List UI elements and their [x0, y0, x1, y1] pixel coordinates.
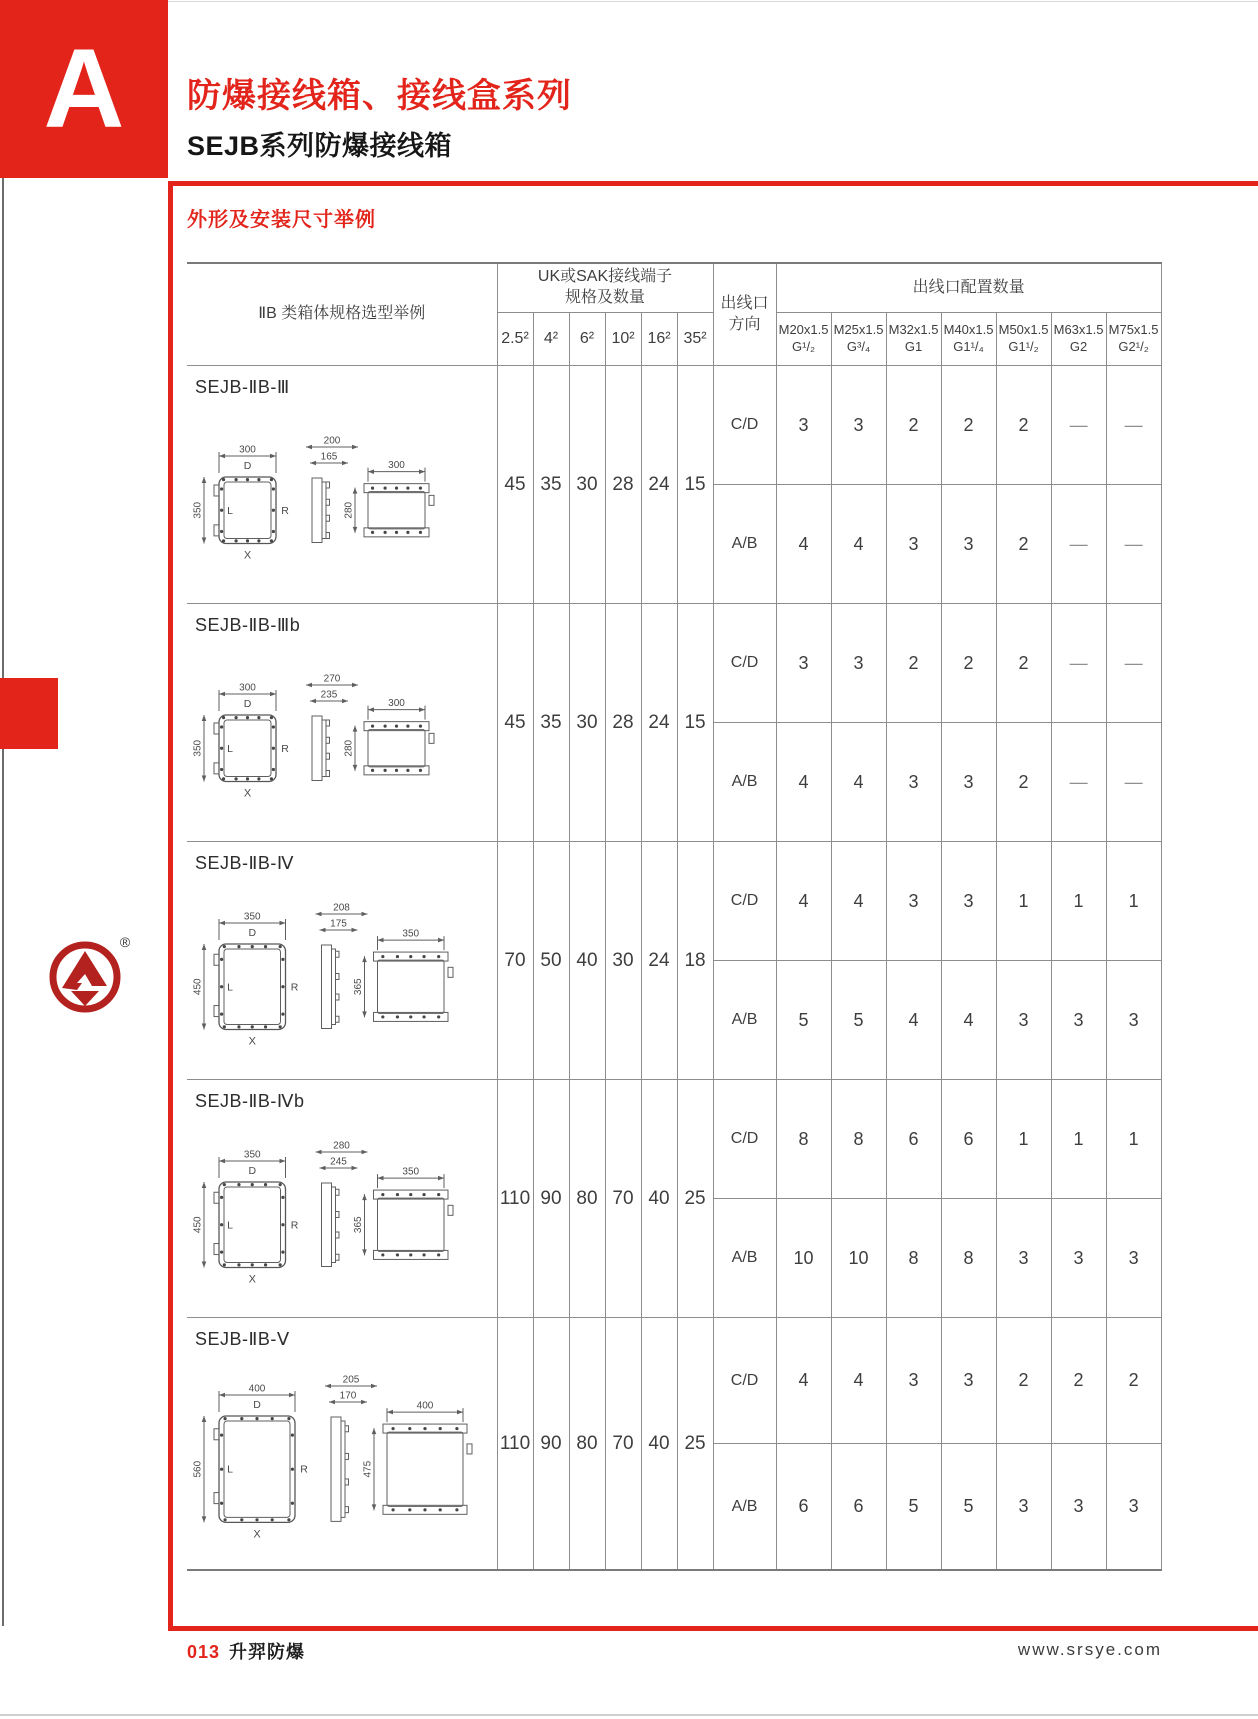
- config-count-cell: 3: [1106, 1199, 1161, 1318]
- svg-text:560: 560: [192, 1460, 204, 1478]
- terminal-count-cell: 45: [497, 366, 533, 604]
- svg-text:300: 300: [239, 682, 256, 694]
- outlet-dir-line1: 出线口: [720, 294, 769, 312]
- column-header-terminal-size: 4²: [533, 313, 569, 366]
- config-count-cell: 8: [941, 1199, 996, 1318]
- config-count-cell: 10: [776, 1199, 831, 1318]
- column-header-thread: M63x1.5 G2: [1051, 313, 1106, 366]
- config-count-cell: 8: [776, 1080, 831, 1199]
- svg-text:200: 200: [323, 435, 341, 447]
- config-count-cell: 4: [831, 485, 886, 604]
- footer: [187, 1638, 305, 1664]
- svg-text:400: 400: [248, 1383, 266, 1395]
- model-cell: [187, 604, 497, 842]
- svg-text:280: 280: [343, 739, 355, 757]
- config-count-cell: 5: [831, 961, 886, 1080]
- terminal-count-cell: 24: [641, 842, 677, 1080]
- config-count-cell: 2: [996, 1318, 1051, 1444]
- config-count-cell: 1: [1051, 1080, 1106, 1199]
- outlet-direction-cell: C/D: [713, 842, 776, 961]
- svg-text:X: X: [253, 1528, 261, 1541]
- config-count-cell: 3: [941, 1318, 996, 1444]
- terminal-count-cell: 90: [533, 1080, 569, 1318]
- column-group-config: 出线口配置数量: [776, 263, 1161, 313]
- terminal-count-cell: 70: [605, 1080, 641, 1318]
- terminal-count-cell: 40: [641, 1318, 677, 1571]
- svg-text:X: X: [248, 1035, 256, 1047]
- svg-text:R: R: [281, 504, 289, 517]
- terminal-count-cell: 25: [677, 1318, 713, 1571]
- column-header-terminal-size: 6²: [569, 313, 605, 366]
- terminal-count-cell: 110: [497, 1080, 533, 1318]
- config-count-cell: 6: [776, 1444, 831, 1571]
- terminal-count-cell: 80: [569, 1080, 605, 1318]
- config-count-cell: 1: [996, 1080, 1051, 1199]
- config-count-cell: 3: [886, 723, 941, 842]
- config-count-cell: 3: [886, 485, 941, 604]
- config-count-cell: —: [1051, 366, 1106, 485]
- column-header-thread: M75x1.5 G2¹/₂: [1106, 313, 1161, 366]
- outlet-direction-cell: A/B: [713, 1199, 776, 1318]
- config-count-cell: 1: [1106, 842, 1161, 961]
- svg-text:L: L: [227, 980, 233, 993]
- config-count-cell: 3: [941, 842, 996, 961]
- terminal-count-cell: 15: [677, 366, 713, 604]
- outlet-direction-cell: A/B: [713, 961, 776, 1080]
- svg-text:350: 350: [402, 1166, 420, 1178]
- svg-text:270: 270: [323, 673, 341, 685]
- footer-page-number: 013: [187, 1642, 221, 1662]
- outlet-direction-cell: A/B: [713, 1444, 776, 1571]
- config-count-cell: 4: [831, 1318, 886, 1444]
- svg-text:R: R: [300, 1463, 308, 1476]
- spec-table-body: [187, 366, 1161, 1571]
- outlet-direction-cell: C/D: [713, 1080, 776, 1199]
- technical-drawing: [189, 636, 497, 841]
- red-accent-square: [0, 678, 58, 749]
- config-count-cell: 2: [1051, 1318, 1106, 1444]
- terminal-count-cell: 24: [641, 604, 677, 842]
- terminal-group-line2: 规格及数量: [565, 289, 646, 306]
- page-left-edge: [2, 178, 4, 1626]
- config-count-cell: 2: [996, 366, 1051, 485]
- terminal-count-cell: 30: [569, 604, 605, 842]
- column-header-box-type: ⅡB 类箱体规格选型举例: [187, 263, 497, 366]
- section-heading: 外形及安装尺寸举例: [187, 209, 376, 231]
- outlet-dir-line2: 方向: [728, 315, 761, 333]
- config-count-cell: 3: [886, 842, 941, 961]
- footer-url: www.srsye.com: [1017, 1640, 1162, 1659]
- config-count-cell: 3: [776, 604, 831, 723]
- terminal-count-cell: 110: [497, 1318, 533, 1571]
- page-title: 防爆接线箱、接线盒系列: [187, 77, 572, 115]
- config-count-cell: 2: [886, 366, 941, 485]
- terminal-count-cell: 25: [677, 1080, 713, 1318]
- terminal-count-cell: 90: [533, 1318, 569, 1571]
- svg-text:L: L: [227, 504, 233, 517]
- svg-text:300: 300: [388, 460, 405, 472]
- svg-text:175: 175: [330, 918, 347, 929]
- column-header-terminal-size: 2.5²: [497, 313, 533, 366]
- config-count-cell: 1: [996, 842, 1051, 961]
- svg-text:475: 475: [362, 1460, 374, 1478]
- terminal-count-cell: 40: [641, 1080, 677, 1318]
- terminal-count-cell: 70: [605, 1318, 641, 1571]
- svg-text:350: 350: [192, 739, 204, 757]
- config-count-cell: 3: [1106, 961, 1161, 1080]
- terminal-count-cell: 30: [569, 366, 605, 604]
- svg-text:D: D: [253, 1399, 261, 1411]
- config-count-cell: 4: [776, 723, 831, 842]
- model-cell: [187, 366, 497, 604]
- column-header-thread: M32x1.5 G1: [886, 313, 941, 366]
- model-name: SEJB-ⅡB-Ⅲ: [195, 377, 290, 397]
- column-header-terminal-size: 10²: [605, 313, 641, 366]
- model-name: SEJB-ⅡB-Ⅳ: [195, 853, 294, 873]
- outlet-direction-cell: C/D: [713, 366, 776, 485]
- config-count-cell: 3: [1051, 1444, 1106, 1571]
- terminal-count-cell: 28: [605, 604, 641, 842]
- svg-text:L: L: [227, 742, 233, 755]
- technical-drawing: [189, 1350, 497, 1569]
- model-cell: [187, 1318, 497, 1571]
- config-count-cell: 3: [831, 604, 886, 723]
- svg-text:D: D: [243, 460, 252, 472]
- terminal-group-line1: UK或SAK接线端子: [537, 268, 673, 286]
- config-count-cell: 3: [996, 1199, 1051, 1318]
- terminal-count-cell: 50: [533, 842, 569, 1080]
- company-logo: [44, 930, 140, 1022]
- config-count-cell: 1: [1051, 842, 1106, 961]
- config-count-cell: —: [1106, 366, 1161, 485]
- column-header-thread: M25x1.5 G³/₄: [831, 313, 886, 366]
- model-name: SEJB-ⅡB-Ⅲb: [195, 615, 301, 635]
- outlet-direction-cell: A/B: [713, 485, 776, 604]
- section-letter-badge: A: [0, 0, 168, 178]
- column-header-terminal-size: 35²: [677, 313, 713, 366]
- technical-drawing: [189, 1112, 497, 1317]
- config-count-cell: 5: [886, 1444, 941, 1571]
- svg-text:X: X: [243, 549, 252, 562]
- svg-text:300: 300: [239, 444, 256, 456]
- model-cell: [187, 1080, 497, 1318]
- terminal-count-cell: 45: [497, 604, 533, 842]
- config-count-cell: 4: [776, 485, 831, 604]
- config-count-cell: —: [1051, 604, 1106, 723]
- config-count-cell: 4: [831, 723, 886, 842]
- svg-text:365: 365: [353, 1215, 364, 1233]
- config-count-cell: 5: [776, 961, 831, 1080]
- config-count-cell: 5: [941, 1444, 996, 1571]
- config-count-cell: 6: [831, 1444, 886, 1571]
- svg-text:205: 205: [342, 1374, 360, 1386]
- column-header-thread: M50x1.5 G1¹/₂: [996, 313, 1051, 366]
- config-count-cell: 4: [776, 1318, 831, 1444]
- config-count-cell: 2: [996, 485, 1051, 604]
- svg-text:208: 208: [333, 902, 350, 913]
- svg-text:400: 400: [416, 1400, 434, 1412]
- terminal-count-cell: 35: [533, 366, 569, 604]
- terminal-count-cell: 28: [605, 366, 641, 604]
- red-rule-bottom: [168, 1626, 1258, 1631]
- svg-text:L: L: [227, 1463, 233, 1476]
- svg-text:R: R: [290, 1218, 299, 1231]
- config-count-cell: —: [1051, 485, 1106, 604]
- config-count-cell: 3: [886, 1318, 941, 1444]
- terminal-count-cell: 80: [569, 1318, 605, 1571]
- config-count-cell: 4: [831, 842, 886, 961]
- svg-text:X: X: [248, 1273, 256, 1285]
- svg-text:450: 450: [192, 1215, 204, 1233]
- terminal-count-cell: 35: [533, 604, 569, 842]
- outlet-direction-cell: A/B: [713, 723, 776, 842]
- column-header-thread: M20x1.5 G¹/₂: [776, 313, 831, 366]
- config-count-cell: 2: [996, 723, 1051, 842]
- svg-text:170: 170: [339, 1390, 357, 1402]
- config-count-cell: 6: [886, 1080, 941, 1199]
- column-header-outlet-direction: [713, 263, 776, 366]
- footer-brand: 升羿防爆: [229, 1642, 306, 1662]
- red-rule-left: [168, 181, 173, 1631]
- config-count-cell: 8: [831, 1080, 886, 1199]
- technical-drawing: [189, 874, 497, 1079]
- svg-text:D: D: [248, 926, 257, 939]
- svg-text:165: 165: [320, 451, 338, 463]
- config-count-cell: 2: [886, 604, 941, 723]
- svg-text:R: R: [281, 742, 289, 755]
- svg-text:235: 235: [320, 689, 338, 701]
- config-count-cell: 3: [1051, 961, 1106, 1080]
- config-count-cell: 3: [996, 961, 1051, 1080]
- config-count-cell: —: [1106, 723, 1161, 842]
- terminal-count-cell: 70: [497, 842, 533, 1080]
- outlet-direction-cell: C/D: [713, 604, 776, 723]
- config-count-cell: 3: [941, 485, 996, 604]
- svg-text:450: 450: [192, 977, 204, 995]
- config-count-cell: 2: [941, 366, 996, 485]
- model-name: SEJB-ⅡB-Ⅳb: [195, 1091, 305, 1111]
- column-header-thread: M40x1.5 G1¹/₄: [941, 313, 996, 366]
- config-count-cell: 4: [941, 961, 996, 1080]
- svg-text:350: 350: [243, 911, 261, 922]
- config-count-cell: 10: [831, 1199, 886, 1318]
- red-rule-top: [168, 181, 1258, 186]
- config-count-cell: 8: [886, 1199, 941, 1318]
- config-count-cell: 2: [1106, 1318, 1161, 1444]
- page-bottom-edge: [0, 1714, 1258, 1716]
- svg-text:245: 245: [330, 1156, 347, 1167]
- svg-text:R: R: [290, 980, 299, 993]
- config-count-cell: 3: [1106, 1444, 1161, 1571]
- svg-text:280: 280: [343, 501, 355, 519]
- terminal-count-cell: 15: [677, 604, 713, 842]
- outlet-direction-cell: C/D: [713, 1318, 776, 1444]
- spec-table: [187, 262, 1162, 1571]
- svg-text:350: 350: [402, 928, 420, 940]
- terminal-count-cell: 40: [569, 842, 605, 1080]
- svg-text:280: 280: [333, 1140, 350, 1151]
- page-top-edge: [168, 1, 1258, 2]
- svg-text:350: 350: [243, 1149, 261, 1160]
- svg-text:300: 300: [388, 698, 405, 710]
- sy-logo-icon: [53, 945, 117, 1009]
- config-count-cell: 4: [886, 961, 941, 1080]
- config-count-cell: —: [1106, 485, 1161, 604]
- svg-text:D: D: [243, 698, 252, 710]
- config-count-cell: 4: [776, 842, 831, 961]
- config-count-cell: 2: [941, 604, 996, 723]
- terminal-count-cell: 24: [641, 366, 677, 604]
- config-count-cell: 3: [1051, 1199, 1106, 1318]
- column-group-terminals: [497, 263, 713, 313]
- page-subtitle: SEJB系列防爆接线箱: [187, 131, 453, 161]
- svg-text:L: L: [227, 1218, 233, 1231]
- svg-text:D: D: [248, 1164, 257, 1177]
- config-count-cell: 3: [776, 366, 831, 485]
- technical-drawing: [189, 398, 497, 603]
- svg-text:350: 350: [192, 501, 204, 519]
- terminal-count-cell: 18: [677, 842, 713, 1080]
- terminal-count-cell: 30: [605, 842, 641, 1080]
- column-header-terminal-size: 16²: [641, 313, 677, 366]
- config-count-cell: 3: [941, 723, 996, 842]
- config-count-cell: 1: [1106, 1080, 1161, 1199]
- config-count-cell: —: [1106, 604, 1161, 723]
- config-count-cell: 3: [831, 366, 886, 485]
- svg-text:X: X: [243, 787, 252, 800]
- config-count-cell: 6: [941, 1080, 996, 1199]
- model-cell: [187, 842, 497, 1080]
- config-count-cell: 3: [996, 1444, 1051, 1571]
- svg-text:365: 365: [353, 977, 364, 995]
- registered-mark: ®: [119, 934, 131, 950]
- model-name: SEJB-ⅡB-Ⅴ: [195, 1329, 290, 1349]
- config-count-cell: —: [1051, 723, 1106, 842]
- config-count-cell: 2: [996, 604, 1051, 723]
